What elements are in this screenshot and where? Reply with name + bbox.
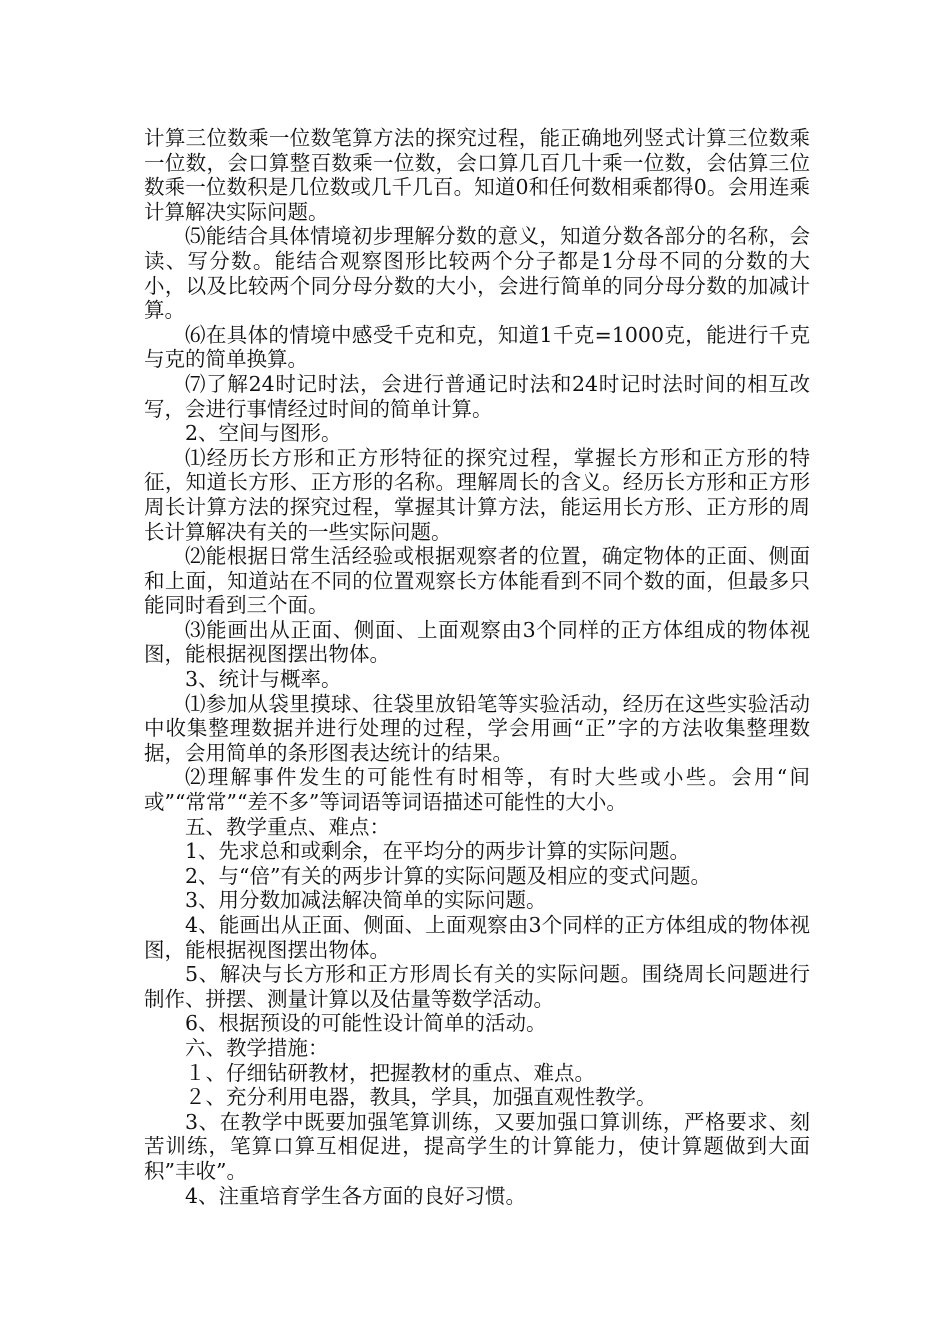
measure-1: １、仔细钻研教材，把握教材的重点、难点。 bbox=[185, 1060, 595, 1085]
paragraph-1: 计算三位数乘一位数笔算方法的探究过程，能正确地列竖式计算三位数乘一位数，会口算整百数乘一位数，会口算几百几十乘一位数，会估算三位数乘一位数积是几位数或几千几百。知道0和任何数相乘都得0。会用连乘计算解决实际问题。 bbox=[144, 126, 810, 224]
paragraph-3: ⑹在具体的情境中感受千克和克，知道1千克=1000克，能进行千克与克的简单换算。 bbox=[144, 322, 810, 372]
key-point-6: 6、根据预设的可能性设计简单的活动。 bbox=[185, 1011, 547, 1036]
section-heading-statistics: 3、统计与概率。 bbox=[185, 667, 342, 692]
key-point-5: 5、解决与长方形和正方形周长有关的实际问题。围绕周长问题进行制作、拼摆、测量计算以及估量等数学活动。 bbox=[144, 962, 810, 1011]
section-heading-key-points: 五、教学重点、难点： bbox=[185, 814, 390, 839]
key-point-3: 3、用分数加减法解决简单的实际问题。 bbox=[185, 888, 547, 913]
paragraph-11: ⑵理解事件发生的可能性有时相等，有时大些或小些。会用“间或”“常常”“差不多”等词语等词语描述可能性的大小。 bbox=[144, 765, 810, 815]
paragraph-4: ⑺了解24时记时法，会进行普通记时法和24时记时法时间的相互改写，会进行事情经过时间的简单计算。 bbox=[144, 371, 810, 421]
key-point-2: 2、与“倍”有关的两步计算的实际问题及相应的变式问题。 bbox=[185, 863, 712, 888]
section-heading-space-shapes: 2、空间与图形。 bbox=[185, 421, 342, 446]
measure-2: ２、充分利用电器，教具，学具，加强直观性教学。 bbox=[185, 1085, 657, 1110]
paragraph-2: ⑸能结合具体情境初步理解分数的意义，知道分数各部分的名称，会读、写分数。能结合观察图形比较两个分子都是1分母不同的分数的大小，以及比较两个同分母分数的大小，会进行简单的同分母分数的加减计算。 bbox=[144, 224, 810, 323]
measure-3: 3、在教学中既要加强笔算训练，又要加强口算训练，严格要求、刻苦训练，笔算口算互相促进，提高学生的计算能力，使计算题做到大面积”丰收”。 bbox=[144, 1109, 810, 1183]
paragraph-6: ⑴经历长方形和正方形特征的探究过程，掌握长方形和正方形的特征，知道长方形、正方形的名称。理解周长的含义。经历长方形和正方形周长计算方法的探究过程，掌握其计算方法，能运用长方形、正方形的周长计算解决有关的一些实际问题。 bbox=[144, 445, 810, 544]
key-point-1: 1、先求总和或剩余，在平均分的两步计算的实际问题。 bbox=[185, 839, 691, 864]
section-heading-measures: 六、教学措施： bbox=[185, 1035, 329, 1060]
paragraph-10: ⑴参加从袋里摸球、往袋里放铅笔等实验活动，经历在这些实验活动中收集整理数据并进行处理的过程，学会用画“正”字的方法收集整理数据，会用简单的条形图表达统计的结果。 bbox=[144, 691, 810, 765]
measure-4: 4、注重培育学生各方面的良好习惯。 bbox=[185, 1183, 527, 1208]
key-point-4: 4、能画出从正面、侧面、上面观察由3个同样的正方体组成的物体视图，能根据视图摆出物体。 bbox=[144, 913, 810, 962]
paragraph-8: ⑶能画出从正面、侧面、上面观察由3个同样的正方体组成的物体视图，能根据视图摆出物体。 bbox=[144, 617, 810, 667]
paragraph-7: ⑵能根据日常生活经验或根据观察者的位置，确定物体的正面、侧面和上面，知道站在不同的位置观察长方体能看到不同个数的面，但最多只能同时看到三个面。 bbox=[144, 544, 810, 618]
document-body bbox=[144, 126, 810, 1208]
